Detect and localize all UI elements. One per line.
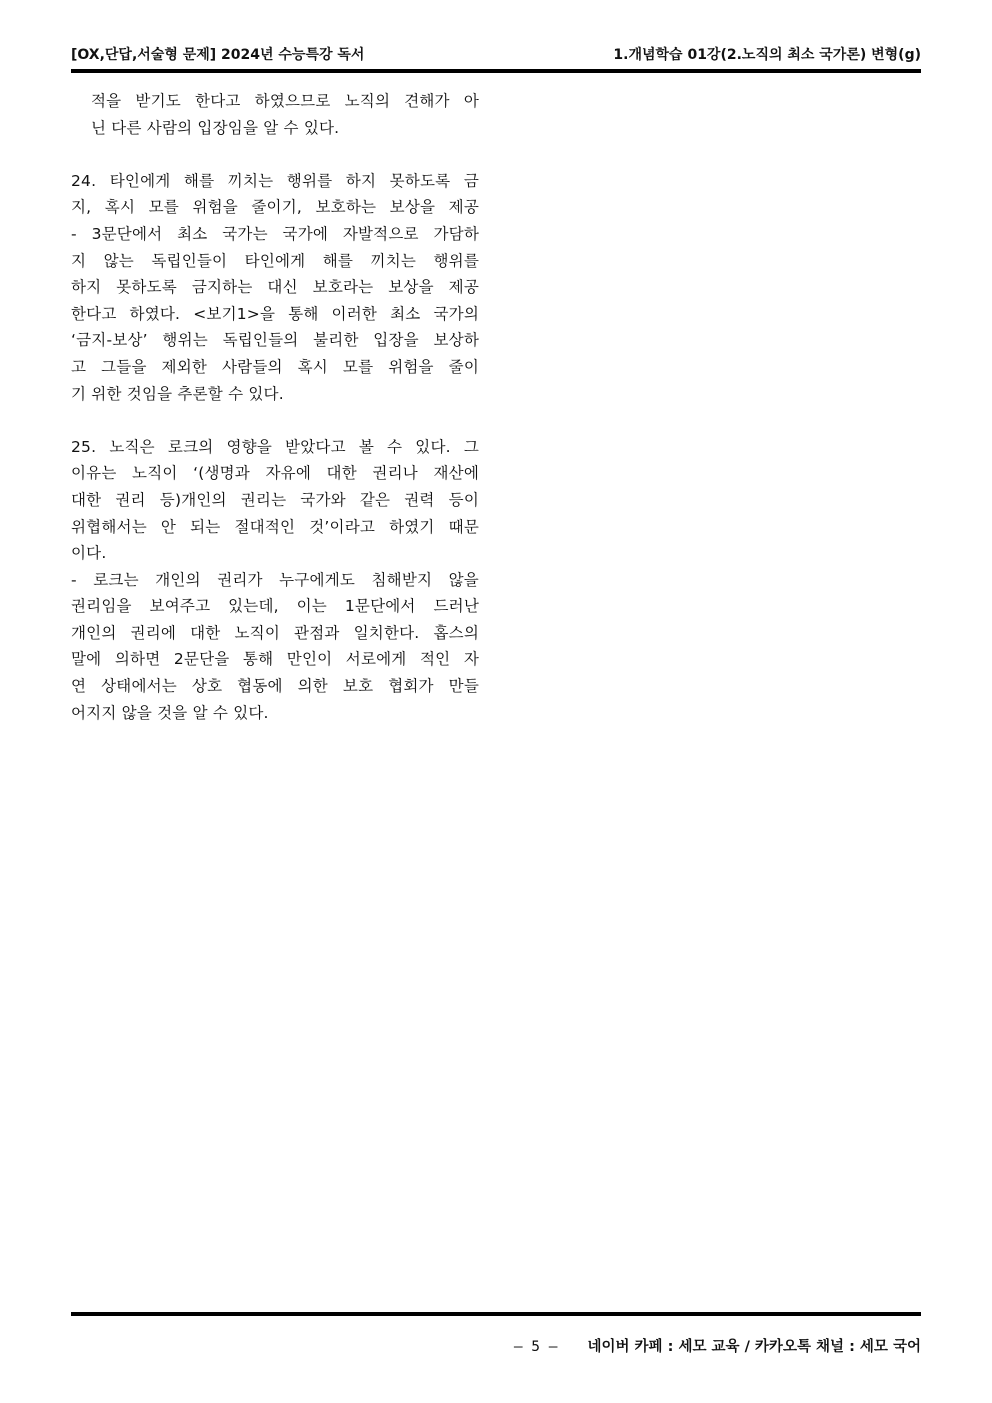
- text-line: 지, 혹시 모를 위험을 줄이기, 보호하는 보상을 제공: [71, 198, 479, 217]
- continued-answer: [71, 88, 479, 141]
- question-25: [71, 434, 479, 727]
- text-line: 연 상태에서는 상호 협동에 의한 보호 협회가 만들: [71, 677, 479, 696]
- page-header: [71, 44, 921, 66]
- text-line: 닌 다른 사람의 입장임을 알 수 있다.: [91, 118, 340, 137]
- text-line: - 로크는 개인의 권리가 누구에게도 침해받지 않을: [71, 570, 479, 589]
- text-line: 어지지 않을 것을 알 수 있다.: [71, 703, 269, 722]
- text-line: 이유는 노직이 ‘(생명과 자유에 대한 권리나 재산에: [71, 464, 479, 483]
- text-line: 고 그들을 제외한 사람들의 혹시 모를 위험을 줄이: [71, 357, 479, 376]
- text-line: 권리임을 보여주고 있는데, 이는 1문단에서 드러난: [71, 597, 479, 616]
- text-line: 개인의 권리에 대한 노직이 관점과 일치한다. 홉스의: [71, 623, 479, 642]
- spacer: [71, 141, 479, 168]
- question-24: [71, 168, 479, 407]
- header-chapter: 1.개념학습 01강(2.노직의 최소 국가론) 변형(g): [613, 47, 921, 63]
- text-line: 지 않는 독립인들이 타인에게 해를 끼치는 행위를: [71, 251, 479, 270]
- page-number: – 5 –: [513, 1339, 558, 1355]
- text-line: 한다고 하였다. <보기1>을 통해 이러한 최소 국가의: [71, 304, 479, 323]
- page-footer: [514, 1335, 921, 1359]
- text-line: ‘금지-보상’ 행위는 독립인들의 불리한 입장을 보상하: [71, 331, 479, 350]
- text-line: 하지 못하도록 금지하는 대신 보호라는 보상을 제공: [71, 278, 479, 297]
- text-line: 말에 의하면 2문단을 통해 만인이 서로에게 적인 자: [71, 650, 479, 669]
- text-line: 25. 노직은 로크의 영향을 받았다고 볼 수 있다. 그: [71, 437, 479, 456]
- text-line: 24. 타인에게 해를 끼치는 행위를 하지 못하도록 금: [71, 171, 479, 190]
- footer-rule: [71, 1312, 921, 1316]
- spacer: [71, 407, 479, 434]
- text-line: 위협해서는 안 되는 절대적인 것’이라고 하였기 때문: [71, 517, 479, 536]
- header-rule: [71, 69, 921, 73]
- text-line: 기 위한 것임을 추론할 수 있다.: [71, 384, 284, 403]
- footer-channel-info: 네이버 카페 : 세모 교육 / 카카오톡 채널 : 세모 국어: [587, 1339, 921, 1355]
- text-line: 대한 권리 등)개인의 권리는 국가와 같은 권력 등이: [71, 490, 479, 509]
- text-line: 적을 받기도 한다고 하였으므로 노직의 견해가 아: [91, 92, 479, 110]
- header-title: [OX,단답,서술형 문제] 2024년 수능특강 독서: [71, 47, 365, 63]
- text-line: - 3문단에서 최소 국가는 국가에 자발적으로 가담하: [71, 224, 479, 243]
- main-column: [71, 88, 479, 726]
- text-line: 이다.: [71, 544, 107, 563]
